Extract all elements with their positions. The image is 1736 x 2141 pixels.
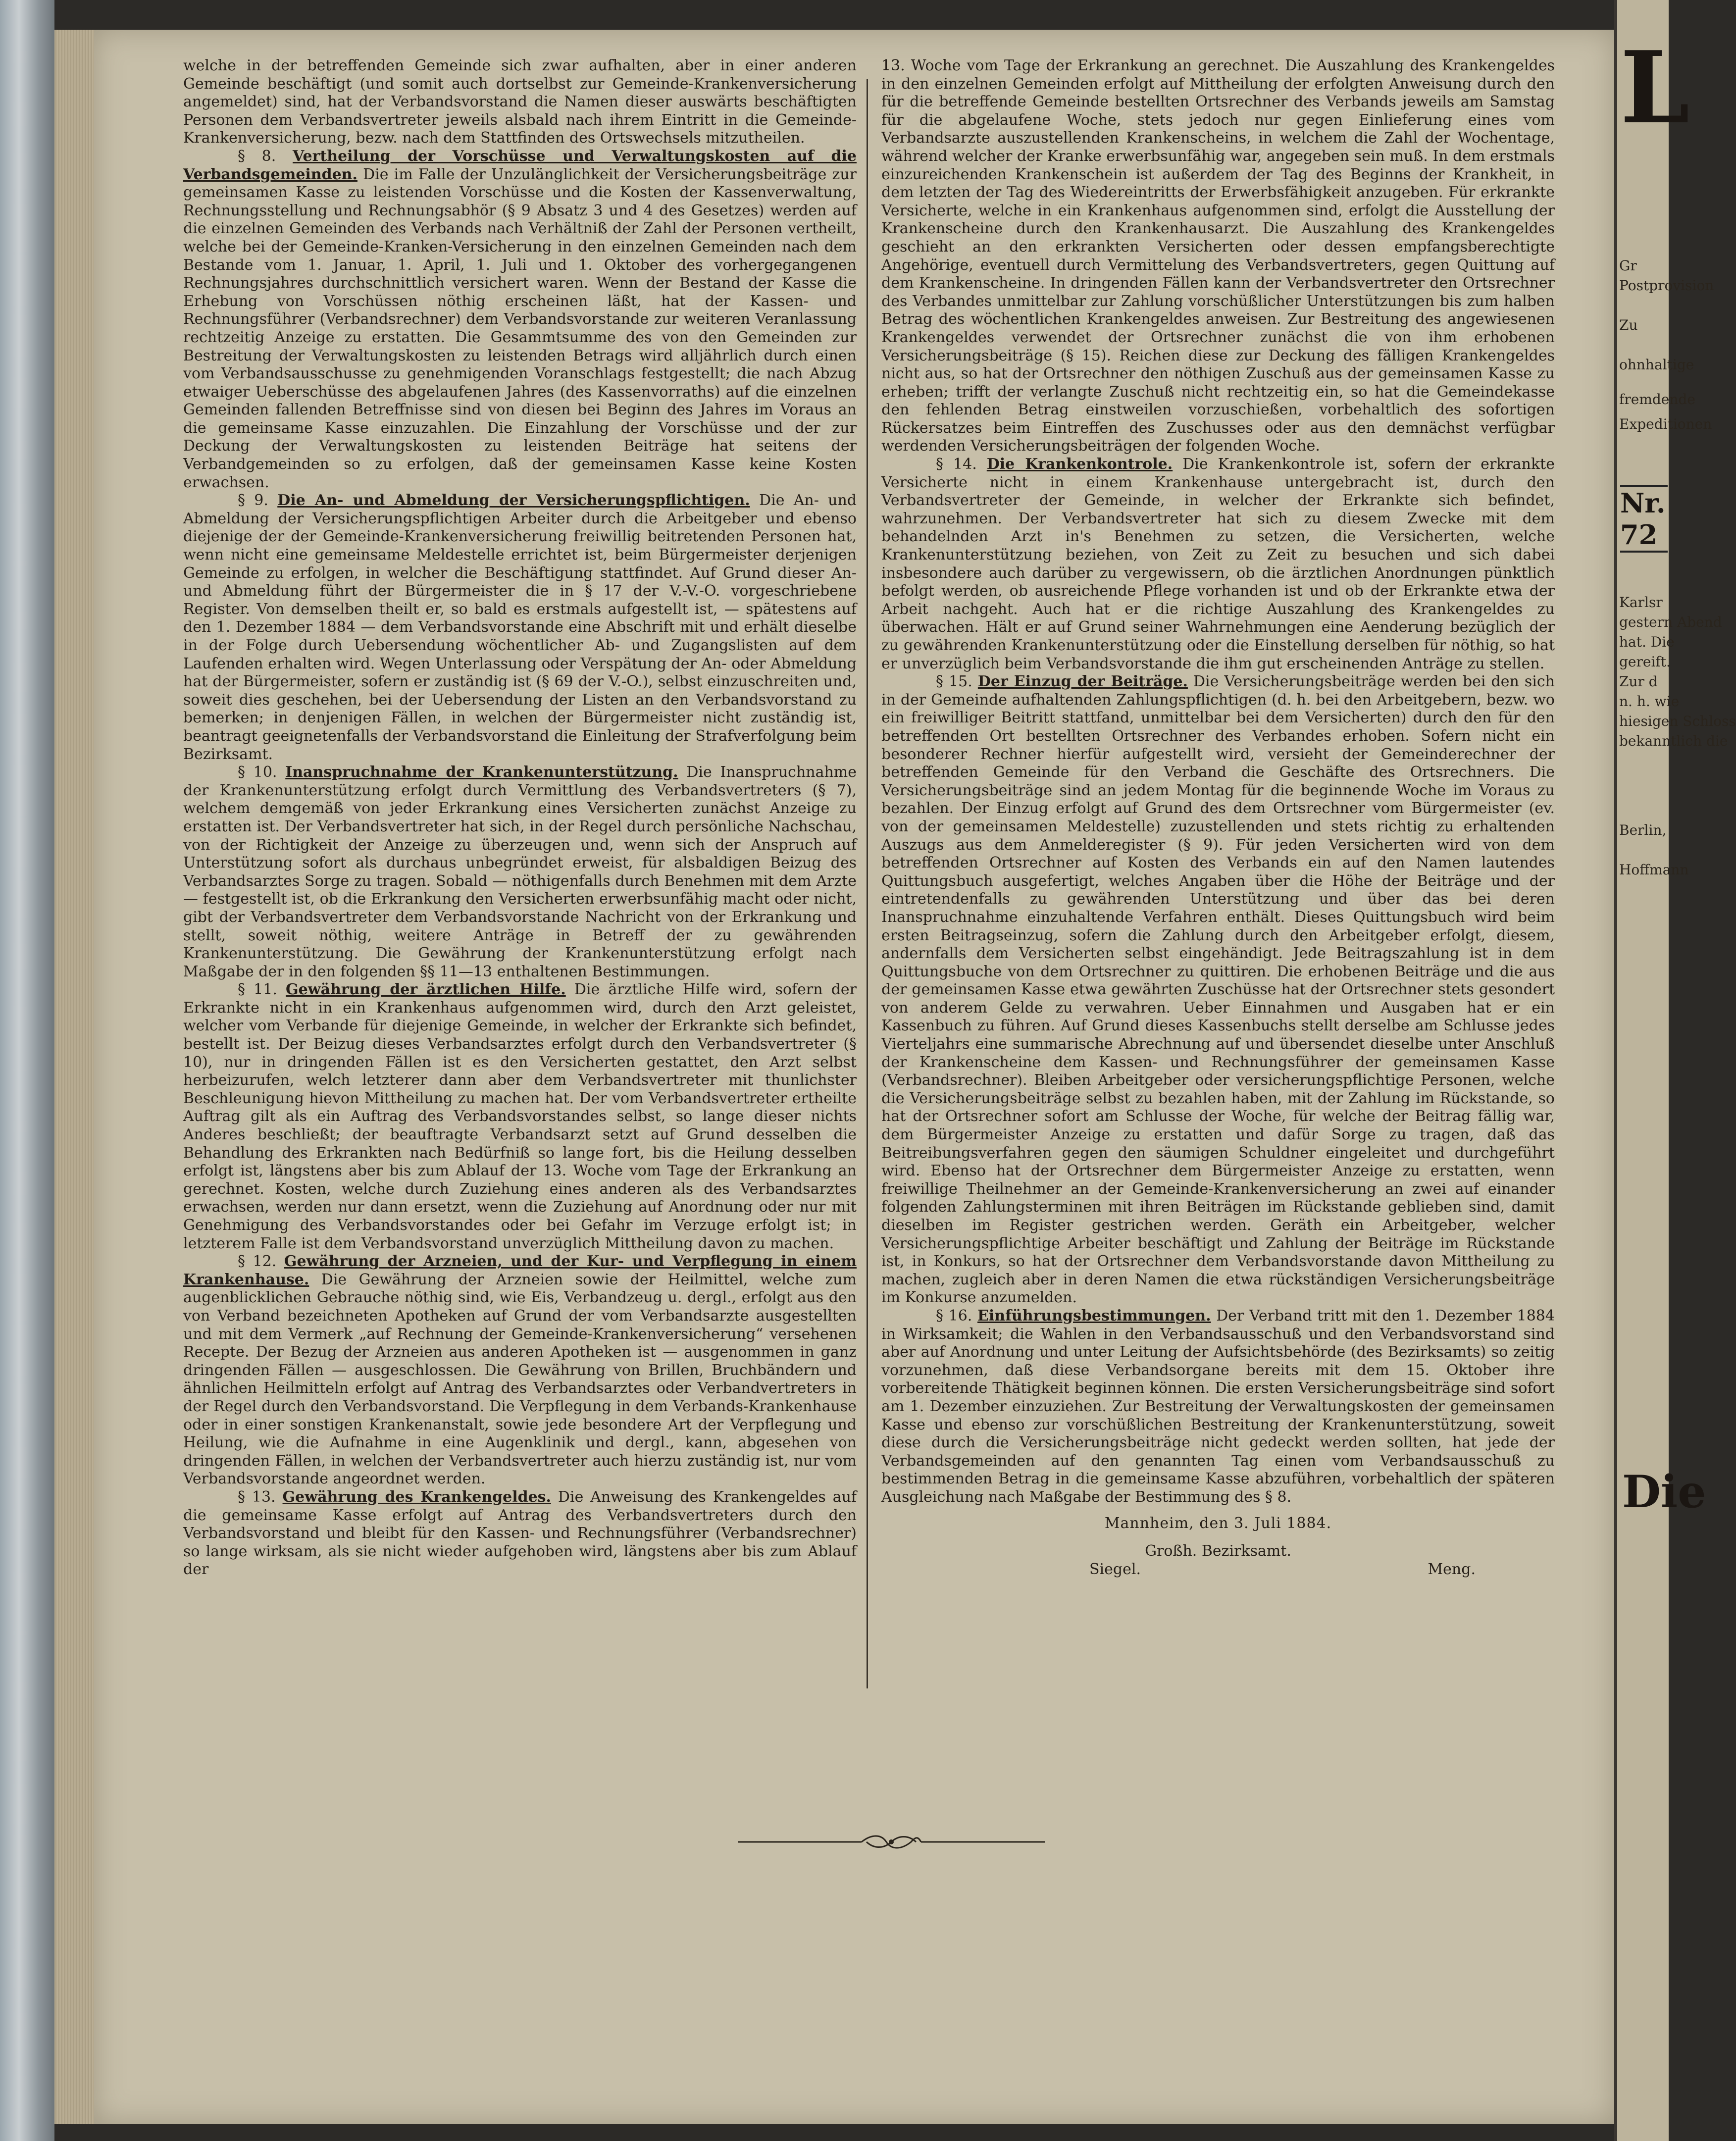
section-title: Inanspruchnahme der Krankenunterstützung. [285, 764, 678, 781]
section-number: § 11. [238, 981, 277, 999]
fragment-text: Karlsr [1619, 594, 1663, 611]
fragment-text: Hoffmann [1619, 862, 1689, 878]
section-text: Die Krankenkontrole ist, sofern der erkrankte Versicherte nicht in einem Krankenhause untergebracht ist, durch den Verbandsvertreter der Gemeinde, in welcher der Erkrankte sich befindet, wahrzunehmen. Der Verbandsvertreter hat sich zu diesem Zwecke mit dem behandelnden Arzt in's Benehmen zu setzen, die Versicherten, welche Krankenunterstützung beziehen, von Zeit zu Zeit zu besuchen und sich dabei insbesondere auch darüber zu vergewissern, ob die ärztlichen Anordnungen pünktlich befolgt werden, ob ausreichende Pflege vorhanden ist und ob der Erkrankte etwa der Arbeit nachgeht. Auch hat er die richtige Auszahlung des Krankengeldes zu überwachen. Hält er auf Grund seiner Wahrnehmungen eine Aenderung bezüglich der zu gewährenden Krankenunterstützung oder die Einstellung derselben für nöthig, so hat er unverzüglich beim Verbandsvorstande die ihm gut erscheinenden Anträge zu stellen. [881, 456, 1555, 672]
section-text: Der Verband tritt mit den 1. Dezember 1884 in Wirksamkeit; die Wahlen in den Verbandsausschuß und den Verbandsvorstand sind aber auf Anordnung und unter Leitung der Aufsichtsbehörde (des Bezirksamts) so zeitig vorzunehmen, daß diese Verbandsorgane bereits mit dem 15. Oktober ihre vorbereitende Thätigkeit beginnen können. Die ersten Versicherungsbeiträge sind sofort am 1. Dezember einzuziehen. Zur Bestreitung der Verwaltungskosten der gemeinsamen Kasse und ebenso zur vorschüßlichen Bestreitung der Krankenunterstützung, soweit diese durch die Versicherungsbeiträge nicht gedeckt werden sollten, hat jede der Verbandsgemeinden auf den genannten Tag einen vom Verbandsausschuß zu bestimmenden Betrag in die gemeinsame Kasse abzuführen, vorbehaltlich der späteren Ausgleichung nach Maßgabe der Bestimmung des § 8. [881, 1307, 1555, 1506]
section-text: Die ärztliche Hilfe wird, sofern der Erkrankte nicht in ein Krankenhaus aufgenommen wird, durch den Arzt geleistet, welcher vom Verbande für diejenige Gemeinde, in welcher der Erkrankte sich befindet, bestellt ist. Der Beizug dieses Verbandsarztes erfolgt durch den Verbandsvertreter (§ 10), nur in dringenden Fällen ist es den Versicherten gestattet, den Arzt selbst herbeizurufen, welch letzterer dann aber dem Verbandsvertreter mit thunlichster Beschleunigung hievon Mittheilung zu machen hat. Der vom Verbandsvertreter ertheilte Auftrag gilt als ein Auftrag des Verbandsvorstandes selbst, so lange dieser nichts Anderes beschließt; der beauftragte Verbandsarzt setzt auf Grund desselben die Behandlung des Erkrankten nach Bedürfniß so lange fort, bis die Heilung desselben erfolgt ist, längstens aber bis zum Ablauf der 13. Woche vom Tage der Erkrankung an gerechnet. Kosten, welche durch Zuziehung eines anderen als des Verbandsarztes erwachsen, werden nur dann ersetzt, wenn die Zuziehung auf Anordnung oder nur mit Genehmigung des Verbandsvorstandes oder bei Gefahr im Verzuge erfolgt ist; in letzterem Falle ist dem Verbandsvorstand unverzüglich Mittheilung davon zu machen. [183, 981, 857, 1252]
section-title: Einführungsbestimmungen. [977, 1307, 1211, 1325]
section-title: Vertheilung der Vorschüsse und Verwaltungskosten auf die Verbandsgemeinden. [183, 147, 857, 183]
section-number: § 8. [238, 147, 276, 165]
section-text: Die Anweisung des Krankengeldes auf die gemeinsame Kasse erfolgt auf Antrag des Verbandsvertreters durch den Verbandsvorstand und bleibt für den Kassen- und Rechnungsführer (Verbandsrechner) so lange wirksam, als sie nicht wieder aufgehoben wird, längstens aber bis zum Ablauf der [183, 1488, 857, 1579]
fragment-text: Postprovision [1619, 277, 1714, 294]
fragment-text: bekanntlich die [1619, 733, 1728, 749]
column-divider [867, 79, 868, 1688]
section-11 [183, 981, 857, 1253]
fragment-text: n. h. wie [1619, 693, 1680, 710]
section-13 [183, 1488, 857, 1579]
right-column [881, 57, 1555, 1579]
section-title: Der Einzug der Beiträge. [977, 673, 1188, 691]
section-text: Die An- und Abmeldung der Versicherungspflichtigen Arbeiter durch die Arbeitgeber und ebenso diejenige der der Gemeinde-Krankenversicherung freiwillig beitretenden Personen hat, wenn nicht eine gemeinsame Meldestelle errichtet ist, beim Bürgermeister derjenigen Gemeinde zu erfolgen, in welcher die Beschäftigung stattfindet. Auf Grund dieser An- und Abmeldung führt der Bürgermeister die in § 17 der V.-V.-O. vorgeschriebene Register. Von demselben theilt er, so bald es erstmals aufgestellt ist, — spätestens auf den 1. Dezember 1884 — dem Verbandsvorstande eine Abschrift mit und erhält dieselbe in der Folge durch Uebersendung wöchentlicher Ab- und Zugangslisten auf dem Laufenden erhalten wird. Wegen Unterlassung oder Verspätung der An- oder Abmeldung hat der Bürgermeister, sofern er zuständig ist (§ 69 der V.-O.), selbst einzuschreiten und, soweit dies geschehen, bei der Uebersendung der Listen an den Verbandsvorstand zu bemerken; in denjenigen Fällen, in welchen der Bürgermeister nicht zuständig ist, beantragt geeignetenfalls der Verbandsvorstand die Einleitung der Strafverfolgung beim Bezirksamt. [183, 492, 857, 763]
section-title: Die An- und Abmeldung der Versicherungspflichtigen. [277, 492, 750, 510]
section-number: § 15. [936, 673, 972, 691]
section-text: Die Versicherungsbeiträge werden bei den sich in der Gemeinde aufhaltenden Zahlungspflichtigen (d. h. bei den Arbeitgebern, bezw. wo ein freiwilliger Beitritt stattfand, unmittelbar bei dem Versicherten) durch den für den betreffenden Ort bestellten Ortsrechner des Verbandes erhoben. Sofern nicht ein besonderer Rechner hierfür aufgestellt wird, versieht der Gemeinderechner der betreffenden Gemeinde für den Verband die Geschäfte des Ortsrechners. Die Versicherungsbeiträge sind an jedem Montag für die beginnende Woche im Voraus zu bezahlen. Der Einzug erfolgt auf Grund des dem Ortsrechner vom Bürgermeister (ev. von der gemeinsamen Meldestelle) zuzustellenden und stets richtig zu erhaltenden Auszugs aus dem Anmelderegister (§ 9). Für jeden Versicherten wird von dem betreffenden Ortsrechner auf Kosten des Verbands ein auf den Namen lautendes Quittungsbuch ausgefertigt, welches Angaben über die Höhe der Beiträge und der eintretendenfalls zu gewährenden Unterstützung und über das bei deren Inanspruchnahme einzuhaltende Verfahren enthält. Dieses Quittungsbuch wird beim ersten Beitragseinzug, sofern die Zahlung durch den Arbeitgeber erfolgt, diesem, andernfalls dem Versicherten selbst eingehändigt. Jede Beitragszahlung ist in dem Quittungsbuche von dem Ortsrechner zu quittiren. Die erhobenen Beiträge und die aus der gemeinsamen Kasse etwa gewährten Zuschüsse hat der Ortsrechner stets gesondert von anderem Gelde zu verwahren. Ueber Einnahmen und Ausgaben hat er ein Kassenbuch zu führen. Auf Grund dieses Kassenbuchs stellt derselbe am Schlusse jedes Vierteljahrs eine summarische Abrechnung auf und übersendet dieselbe unter Anschluß der Krankenscheine dem Kassen- und Rechnungsführer der gemeinsamen Kasse (Verbandsrechner). Bleiben Arbeitgeber oder versicherungspflichtige Personen, welche die Versicherungsbeiträge selbst zu bezahlen haben, mit der Zahlung im Rückstande, so hat der Ortsrechner sofort am Schlusse der Woche, für welche der Beitrag fällig war, dem Bürgermeister Anzeige zu erstatten und dafür Sorge zu tragen, daß das Beitreibungsverfahren gegen den säumigen Schuldner eingeleitet und durchgeführt wird. Ebenso hat der Ortsrechner dem Bürgermeister Anzeige zu erstatten, wenn freiwillige Theilnehmer an der Gemeinde-Krankenversicherung an zwei auf einander folgenden Zahlungsterminen mit ihren Beiträgen im Rückstande geblieben sind, damit dieselben im Register gestrichen werden. Geräth ein Arbeitgeber, welcher Versicherungspflichtige Arbeiter beschäftigt und Zahlung der Beiträge im Rückstande ist, in Konkurs, so hat der Ortsrechner dem Verbandsvorstande davon Mittheilung zu machen, zugleich aber in deren Namen die etwa rückständigen Versicherungsbeiträge im Konkurse anzumelden. [881, 673, 1555, 1307]
adjacent-page-strip [1614, 0, 1736, 2141]
issue-number: Nr. 72 [1620, 485, 1668, 553]
fragment-text: fremdende [1619, 391, 1695, 408]
fragment-text: ohnhaltige [1619, 357, 1694, 373]
section-number: § 16. [936, 1307, 972, 1325]
signer-meng: Meng. [1428, 1560, 1476, 1578]
fragment-text: Gr [1619, 257, 1637, 274]
section-14 [881, 456, 1555, 673]
fragment-text: Expeditionen [1619, 416, 1712, 432]
fragment-text: hiesigen Schloss [1619, 713, 1736, 729]
fragment-text: Zu [1619, 317, 1638, 333]
section-12 [183, 1253, 857, 1488]
fragment-text: Berlin, [1619, 822, 1667, 838]
section-title: Gewährung des Krankengeldes. [282, 1488, 551, 1506]
page-edges [54, 30, 99, 2124]
section-number: § 12. [238, 1253, 277, 1271]
masthead-fragment: L [1620, 30, 1690, 146]
fragment-text: hat. Die [1619, 634, 1675, 650]
section-number: § 10. [238, 764, 277, 781]
section-16 [881, 1307, 1555, 1507]
section-15 [881, 673, 1555, 1307]
left-column [183, 57, 857, 1579]
ornament-divider [738, 1832, 1045, 1852]
section-13-continuation: 13. Woche vom Tage der Erkrankung an gerechnet. Die Auszahlung des Krankengeldes in den einzelnen Gemeinden erfolgt auf Mittheilung der erfolgten Anweisung durch den für die betreffende Gemeinde bestellten Ortsrechner des Verbands jeweils am Samstag für die abgelaufene Woche, stets jedoch nur gegen Einlieferung eines vom Verbandsarzte auszustellenden Krankenscheins, in welchem die Zahl der Wochentage, während welcher der Kranke erwerbsunfähig war, angegeben sein muß. In dem erstmals einzureichenden Krankenschein ist außerdem der Tag des Beginns der Krankheit, in dem letzten der Tag des Wiedereintritts der Erwerbsfähigkeit anzugeben. Für erkrankte Versicherte, welche in ein Krankenhaus aufgenommen sind, erfolgt die Ausstellung der Krankenscheine durch den Krankenhausarzt. Die Auszahlung des Krankengeldes geschieht an den erkrankten Versicherten oder dessen empfangsberechtigte Angehörige, eventuell durch Vermittelung des Verbandsvertreters, gegen Quittung auf dem Krankenscheine. In dringenden Fällen kann der Verbandsvertreter den Ortsrechner des Verbandes unmittelbar zur Zahlung vorschüßlicher Unterstützungen bis zum halben Betrag des wöchentlichen Krankengeldes anweisen. Zur Bestreitung des angewiesenen Krankengeldes verwendet der Ortsrechner zunächst die von ihm erhobenen Versicherungsbeiträge (§ 15). Reichen diese zur Deckung des fälligen Krankengeldes nicht aus, so hat der Ortsrechner den nöthigen Zuschuß aus der gemeinsamen Kasse zu erheben; trifft der verlangte Zuschuß nicht rechtzeitig ein, so hat die Gemeindekasse den fehlenden Betrag einstweilen vorzuschießen, vorbehaltlich des sofortigen Rückersatzes beim Eintreffen des Zuschusses oder aus den demnächst verfügbar werdenden Versicherungsbeiträgen der folgenden Woche. [881, 57, 1555, 455]
section-10 [183, 764, 857, 981]
signatures [881, 1561, 1555, 1579]
section-text: Die im Falle der Unzulänglichkeit der Versicherungsbeiträge zur gemeinsamen Kasse zu leistenden Vorschüsse und die Kosten der Kassenverwaltung, Rechnungsstellung und Rechnungsabhör (§ 9 Absatz 3 und 4 des Gesetzes) werden auf die einzelnen Gemeinden des Verbands nach Verhältniß der Zahl der Personen vertheilt, welche bei der Gemeinde-Kranken-Versicherung in den einzelnen Gemeinden nach dem Bestande vom 1. Januar, 1. April, 1. Juli und 1. Oktober des vorhergegangenen Rechnungsjahres durchschnittlich versichert waren. Wenn der Bestand der Kasse die Erhebung von Vorschüssen nöthig erscheinen läßt, hat der Kassen- und Rechnungsführer (Verbandsrechner) dem Verbandsvorstande zur weiteren Veranlassung rechtzeitig Anzeige zu erstatten. Die Gesammtsumme des von den Gemeinden zur Bestreitung der Verwaltungskosten zu leistenden Betrags wird alljährlich durch einen vom Verbandsausschusse zu genehmigenden Voranschlags festgestellt; die nach Abzug etwaiger Ueberschüsse des abgelaufenen Jahres (des Kassenvorraths) auf die einzelnen Gemeinden fallenden Betreffnisse sind von diesen bei Beginn des Jahres im Voraus an die gemeinsame Kasse einzuzahlen. Die Einzahlung der Vorschüsse und der zur Deckung der Verwaltungskosten zu leistenden Beiträge hat seitens der Verbandgemeinden so zu erfolgen, daß der gemeinsamen Kasse keine Kosten erwachsen. [183, 165, 857, 491]
section-title: Die Krankenkontrole. [986, 456, 1173, 473]
section-number: § 14. [936, 456, 977, 473]
signer-siegel: Siegel. [1089, 1560, 1141, 1578]
heading-fragment: Die [1622, 1466, 1706, 1518]
section-number: § 13. [238, 1488, 276, 1506]
section-text: Die Inanspruchnahme der Krankenunterstützung erfolgt durch Vermittlung des Verbandsvertreters (§ 7), welchem demgemäß von jeder Erkrankung eines Versicherten zunächst Anzeige zu erstatten ist. Der Verbandsvertreter hat sich, in der Regel durch persönliche Nachschau, von der Richtigkeit der Anzeige zu überzeugen und, wenn sich der Anspruch auf Unterstützung sofort als durchaus unbegründet erweist, für alsbaldigen Beizug des Verbandsarztes Sorge zu tragen. Sobald — nöthigenfalls durch Benehmen mit dem Arzte — festgestellt ist, ob die Erkrankung den Versicherten erwerbsunfähig macht oder nicht, gibt der Verbandsvertreter dem Verbandsvorstande Nachricht von der Erkrankung und stellt, soweit nöthig, weitere Anträge in Betreff der zu gewährenden Krankenunterstützung. Die Gewährung der Krankenunterstützung erfolgt nach Maßgabe der in den folgenden §§ 11—13 enthaltenen Bestimmungen. [183, 764, 857, 980]
fragment-text: Zur d [1619, 673, 1658, 690]
section-number: § 9. [238, 492, 268, 510]
place-date: Mannheim, den 3. Juli 1884. [1104, 1514, 1332, 1532]
section-title: Gewährung der ärztlichen Hilfe. [286, 981, 566, 999]
intro-paragraph: welche in der betreffenden Gemeinde sich zwar aufhalten, aber in einer anderen Gemeinde beschäftigt (und somit auch dortselbst zur Gemeinde-Krankenversicherung angemeldet) sind, hat der Verbandsvorstand die Namen dieser auswärts beschäftigten Personen dem Verbandsvertreter jeweils alsbald nach ihrem Eintritt in die Gemeinde-Krankenversicherung, bezw. nach dem Stattfinden des Ortswechsels mitzutheilen. [183, 57, 857, 147]
fragment-text: gereift. [1619, 654, 1671, 670]
section-text: Die Gewährung der Arzneien sowie der Heilmittel, welche zum augenblicklichen Gebrauche nöthig sind, wie Eis, Verbandzeug u. dergl., erfolgt aus den von Verband bezeichneten Apotheken auf Grund der vom Verbandsarzte ausgestellten und mit dem Vermerk „auf Rechnung der Gemeinde-Krankenversicherung“ versehenen Recepte. Der Bezug der Arzneien aus anderen Apotheken ist — ausgenommen in ganz dringenden Fällen — ausgeschlossen. Die Gewährung von Brillen, Bruchbändern und ähnlichen Heilmitteln erfolgt auf Antrag des Verbandsarztes oder Verbandvertreters in der Regel durch den Verbandsvorstand. Die Verpflegung in dem Verbands-Krankenhause oder in einer sonstigen Krankenanstalt, sowie jede besondere Art der Verpflegung und Heilung, wie die Aufnahme in eine Augenklinik und dergl., kann, abgesehen von dringenden Fällen, in welchen der Verbandsvertreter auch hierzu zuständig ist, nur vom Verbandsvorstande angeordnet werden. [183, 1271, 857, 1488]
fragment-text: gestern Abend [1619, 614, 1722, 630]
book-spine [0, 0, 54, 2141]
section-9 [183, 492, 857, 764]
section-8 [183, 148, 857, 492]
section-title: Gewährung der Arzneien, und der Kur- und Verpflegung in einem Krankenhause. [183, 1253, 857, 1288]
issuing-authority: Großh. Bezirksamt. [1145, 1542, 1291, 1560]
